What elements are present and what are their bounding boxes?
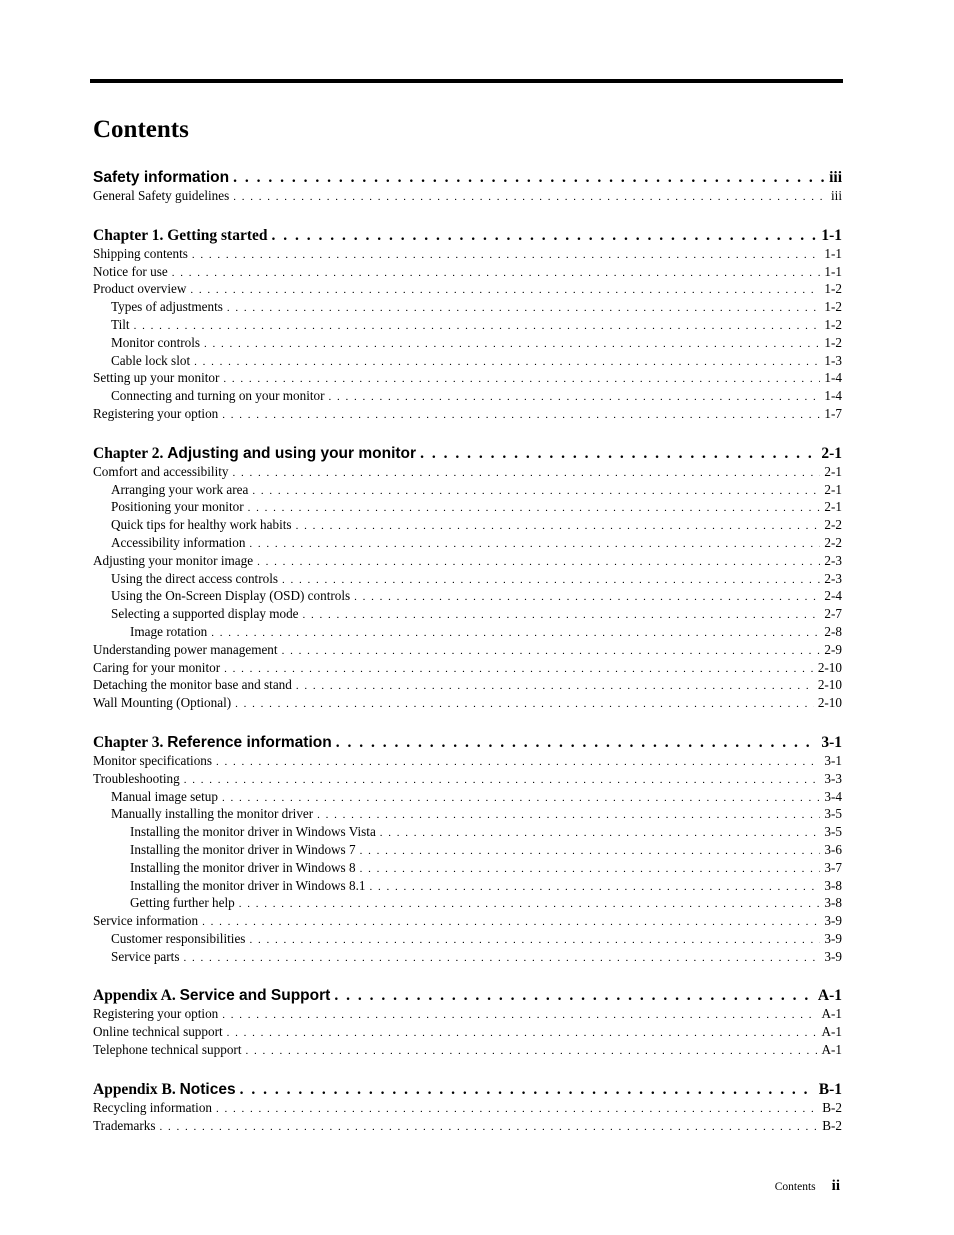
- toc-entry-title: Adjusting your monitor image: [93, 552, 254, 568]
- toc-heading[interactable]: [93, 226, 842, 246]
- footer-page-number: ii: [831, 1178, 840, 1194]
- dot-leader: [223, 372, 820, 388]
- dot-leader: [296, 679, 814, 695]
- toc-entry-title: Manual image setup: [111, 788, 218, 804]
- toc-entry-title: Notice for use: [93, 263, 168, 279]
- dot-leader: [380, 826, 821, 842]
- toc-entry-title: Getting further help: [130, 895, 235, 911]
- dot-leader: [329, 390, 821, 406]
- toc-entry[interactable]: [93, 824, 842, 842]
- toc-heading-title: Safety information: [93, 169, 230, 186]
- toc-entry-title: Caring for your monitor: [93, 659, 221, 675]
- dot-leader: [249, 537, 820, 553]
- toc-entry[interactable]: [93, 464, 842, 482]
- toc-entry-title: Connecting and turning on your monitor: [111, 388, 325, 404]
- dot-leader: [317, 808, 820, 824]
- toc-entry-page: 3-5: [824, 806, 842, 822]
- toc-entry-page: B-2: [822, 1117, 842, 1133]
- toc-entry-page: A-1: [821, 1006, 842, 1022]
- toc-entry[interactable]: [93, 571, 842, 589]
- toc-entry[interactable]: [93, 388, 842, 406]
- toc-entry-title: Customer responsibilities: [111, 930, 246, 946]
- dot-leader: [134, 319, 821, 335]
- toc-entry-page: 2-2: [824, 517, 842, 533]
- page-title: Contents: [93, 116, 189, 143]
- toc-heading-prefix: Appendix B.: [93, 1080, 180, 1098]
- dot-leader: [222, 408, 820, 424]
- toc-entry[interactable]: [93, 517, 842, 535]
- toc-entry-page: 2-7: [824, 606, 842, 622]
- dot-leader: [303, 608, 821, 624]
- toc-entry-page: 2-4: [824, 588, 842, 604]
- dot-leader: [360, 844, 821, 860]
- toc-entry-page: B-2: [822, 1099, 842, 1115]
- toc-entry[interactable]: [93, 588, 842, 606]
- toc-entry-page: 1-4: [824, 370, 842, 386]
- dot-leader: [272, 226, 818, 246]
- section-gap: [93, 424, 842, 444]
- dot-leader: [240, 1080, 815, 1100]
- dot-leader: [354, 590, 820, 606]
- toc-entry-title: Service information: [93, 913, 199, 929]
- toc-entry[interactable]: [93, 660, 842, 678]
- dot-leader: [252, 484, 820, 500]
- toc-heading-title: Adjusting and using your monitor: [167, 444, 417, 462]
- toc-entry-page: 3-7: [824, 859, 842, 875]
- toc-entry-page: 1-2: [824, 299, 842, 315]
- toc-entry[interactable]: [93, 695, 842, 713]
- dot-leader: [233, 190, 827, 206]
- toc-heading-page: 1-1: [821, 226, 842, 244]
- toc-entry-page: 2-1: [824, 499, 842, 515]
- toc-entry-title: General Safety guidelines: [93, 188, 230, 203]
- toc-entry[interactable]: [93, 806, 842, 824]
- toc-entry-title: Accessibility information: [111, 534, 246, 550]
- toc-entry-page: A-1: [821, 1042, 842, 1058]
- dot-leader: [190, 283, 820, 299]
- toc-entry-title: Registering your option: [93, 1006, 219, 1022]
- dot-leader: [224, 662, 814, 678]
- toc-entry-title: Product overview: [93, 281, 187, 297]
- dot-leader: [282, 644, 821, 660]
- toc-entry[interactable]: [93, 860, 842, 878]
- toc-entry-page: 3-1: [824, 752, 842, 768]
- toc-entry-title: Understanding power management: [93, 641, 278, 657]
- toc-heading-title: Service and Support: [179, 987, 331, 1005]
- toc-entry-title: Using the On-Screen Display (OSD) controls: [111, 588, 351, 604]
- dot-leader: [233, 168, 825, 188]
- dot-leader: [360, 862, 821, 878]
- toc-entry-title: Wall Mounting (Optional): [93, 695, 232, 711]
- toc-entry-title: Comfort and accessibility: [93, 463, 229, 479]
- toc-heading[interactable]: [93, 733, 842, 753]
- toc-entry-title: Service parts: [111, 948, 180, 964]
- page-footer: [775, 1178, 840, 1195]
- toc-entry-page: 2-10: [817, 659, 842, 675]
- toc-entry-page: 1-4: [824, 388, 842, 404]
- toc-entry-page: 3-8: [824, 877, 842, 893]
- toc-entry[interactable]: [93, 1006, 842, 1024]
- toc-entry-title: Monitor controls: [111, 334, 201, 350]
- toc-entry-title: Quick tips for healthy work habits: [111, 517, 292, 533]
- toc-entry-page: 1-2: [824, 316, 842, 332]
- toc-entry-page: 3-5: [824, 824, 842, 840]
- toc-entry-title: Image rotation: [130, 623, 208, 639]
- toc-entry-page: 1-1: [824, 245, 842, 261]
- dot-leader: [420, 444, 817, 464]
- toc-heading-title: Notices: [179, 1080, 236, 1098]
- toc-entry-title: Manually installing the monitor driver: [111, 806, 314, 822]
- toc-entry-page: 3-9: [824, 913, 842, 929]
- toc-entry-page: 3-8: [824, 895, 842, 911]
- dot-leader: [233, 466, 821, 482]
- toc-entry-page: iii: [831, 188, 842, 203]
- toc-entry-page: 3-3: [824, 770, 842, 786]
- toc-heading-page: 3-1: [821, 733, 842, 751]
- dot-leader: [172, 266, 821, 282]
- section-gap: [93, 713, 842, 733]
- toc-entry-title: Tilt: [111, 316, 130, 332]
- dot-leader: [194, 355, 820, 371]
- toc-entry-title: Detaching the monitor base and stand: [93, 677, 292, 693]
- toc-heading-title: Chapter 1. Getting started: [93, 226, 268, 244]
- toc-entry-title: Trademarks: [93, 1117, 156, 1133]
- toc-entry-title: Online technical support: [93, 1024, 223, 1040]
- toc-entry-page: A-1: [821, 1024, 842, 1040]
- dot-leader: [249, 933, 820, 949]
- toc-entry-title: Installing the monitor driver in Windows 7: [130, 841, 356, 857]
- section-gap: [93, 206, 842, 226]
- dot-leader: [334, 986, 814, 1006]
- toc-heading-page: B-1: [818, 1080, 842, 1098]
- toc-entry-page: 2-3: [824, 570, 842, 586]
- toc-entry-page: 2-1: [824, 481, 842, 497]
- toc-entry-title: Selecting a supported display mode: [111, 606, 299, 622]
- dot-leader: [202, 915, 820, 931]
- toc-entry-title: Cable lock slot: [111, 352, 191, 368]
- toc-entry[interactable]: [93, 789, 842, 807]
- toc-entry-page: 2-1: [824, 463, 842, 479]
- toc-entry[interactable]: [93, 771, 842, 789]
- toc-entry[interactable]: [93, 931, 842, 949]
- toc-heading[interactable]: [93, 168, 842, 188]
- dot-leader: [227, 1026, 818, 1042]
- dot-leader: [183, 951, 820, 967]
- dot-leader: [282, 573, 820, 589]
- toc-entry-title: Registering your option: [93, 405, 219, 421]
- toc-entry-page: 1-7: [824, 405, 842, 421]
- toc-entry[interactable]: [93, 1042, 842, 1060]
- toc-entry[interactable]: [93, 281, 842, 299]
- dot-leader: [192, 248, 821, 264]
- dot-leader: [204, 337, 820, 353]
- toc-heading-page: A-1: [817, 987, 842, 1005]
- toc-heading-prefix: Appendix A.: [93, 987, 180, 1005]
- toc-entry[interactable]: [93, 317, 842, 335]
- toc-entry-title: Using the direct access controls: [111, 570, 278, 586]
- toc-entry-page: 2-10: [817, 695, 842, 711]
- toc-entry-title: Positioning your monitor: [111, 499, 244, 515]
- toc-entry-page: 1-2: [824, 281, 842, 297]
- toc-entry-title: Troubleshooting: [93, 770, 180, 786]
- toc-entry-title: Shipping contents: [93, 245, 188, 261]
- toc-entry-title: Arranging your work area: [111, 481, 249, 497]
- toc-entry-page: 3-6: [824, 841, 842, 857]
- toc-entry-page: 3-9: [824, 930, 842, 946]
- toc-entry[interactable]: [93, 677, 842, 695]
- toc-entry-page: 1-3: [824, 352, 842, 368]
- dot-leader: [216, 755, 820, 771]
- section-gap: [93, 966, 842, 986]
- dot-leader: [227, 301, 821, 317]
- toc-entry-page: 2-8: [824, 623, 842, 639]
- toc-entry-page: 1-2: [824, 334, 842, 350]
- dot-leader: [296, 519, 821, 535]
- toc-entry[interactable]: [93, 624, 842, 642]
- toc-entry[interactable]: [93, 753, 842, 771]
- dot-leader: [245, 1044, 817, 1060]
- toc-heading[interactable]: [93, 986, 842, 1006]
- toc-heading-prefix: Chapter 2.: [93, 444, 168, 462]
- dot-leader: [257, 555, 820, 571]
- toc-entry[interactable]: [93, 353, 842, 371]
- toc-heading-prefix: Chapter 3.: [93, 733, 168, 751]
- toc-entry[interactable]: [93, 913, 842, 931]
- toc-entry[interactable]: [93, 1118, 842, 1136]
- toc-entry[interactable]: [93, 335, 842, 353]
- toc-entry-page: 2-3: [824, 552, 842, 568]
- toc-entry-title: Installing the monitor driver in Windows Vista: [130, 824, 376, 840]
- toc-entry-title: Monitor specifications: [93, 752, 213, 768]
- toc-entry[interactable]: [93, 370, 842, 388]
- dot-leader: [184, 773, 821, 789]
- toc-entry[interactable]: [93, 482, 842, 500]
- dot-leader: [211, 626, 820, 642]
- dot-leader: [160, 1120, 819, 1136]
- toc-entry-title: Installing the monitor driver in Windows 8.1: [130, 877, 366, 893]
- footer-label: Contents: [774, 1181, 816, 1193]
- toc-entry[interactable]: [93, 1100, 842, 1118]
- toc-entry[interactable]: [93, 499, 842, 517]
- dot-leader: [222, 1008, 817, 1024]
- toc-entry[interactable]: [93, 553, 842, 571]
- toc-entry-title: Telephone technical support: [93, 1042, 242, 1058]
- toc-entry[interactable]: [93, 299, 842, 317]
- toc-entry-title: Setting up your monitor: [93, 370, 220, 386]
- toc-entry[interactable]: [93, 535, 842, 553]
- toc-entry[interactable]: [93, 406, 842, 424]
- toc-entry[interactable]: [93, 642, 842, 660]
- toc-entry-page: 3-9: [824, 948, 842, 964]
- toc-entry[interactable]: [93, 949, 842, 967]
- toc-entry[interactable]: [93, 606, 842, 624]
- dot-leader: [216, 1102, 818, 1118]
- dot-leader: [369, 880, 820, 896]
- dot-leader: [248, 501, 821, 517]
- toc-heading[interactable]: [93, 1080, 842, 1100]
- section-gap: [93, 1060, 842, 1080]
- toc-entry[interactable]: [93, 878, 842, 896]
- top-rule: [90, 79, 843, 83]
- toc-entry[interactable]: [93, 188, 842, 206]
- toc-entry-title: Recycling information: [93, 1099, 213, 1115]
- toc-entry-title: Types of adjustments: [111, 299, 223, 315]
- toc-entry[interactable]: [93, 1024, 842, 1042]
- toc-heading-page: 2-1: [821, 444, 842, 462]
- toc-entry-page: 2-2: [824, 534, 842, 550]
- toc-entry[interactable]: [93, 246, 842, 264]
- dot-leader: [222, 791, 820, 807]
- toc-entry-page: 1-1: [824, 263, 842, 279]
- toc-entry[interactable]: [93, 895, 842, 913]
- toc-entry[interactable]: [93, 842, 842, 860]
- toc-entry-title: Installing the monitor driver in Windows 8: [130, 859, 356, 875]
- toc-heading-page: iii: [829, 169, 842, 186]
- dot-leader: [239, 897, 821, 913]
- toc-heading-title: Reference information: [167, 733, 332, 751]
- table-of-contents: [93, 168, 842, 1135]
- toc-entry[interactable]: [93, 264, 842, 282]
- toc-entry-page: 2-9: [824, 641, 842, 657]
- toc-heading[interactable]: [93, 444, 842, 464]
- dot-leader: [336, 733, 818, 753]
- toc-entry-page: 2-10: [817, 677, 842, 693]
- toc-entry-page: 3-4: [824, 788, 842, 804]
- dot-leader: [235, 697, 814, 713]
